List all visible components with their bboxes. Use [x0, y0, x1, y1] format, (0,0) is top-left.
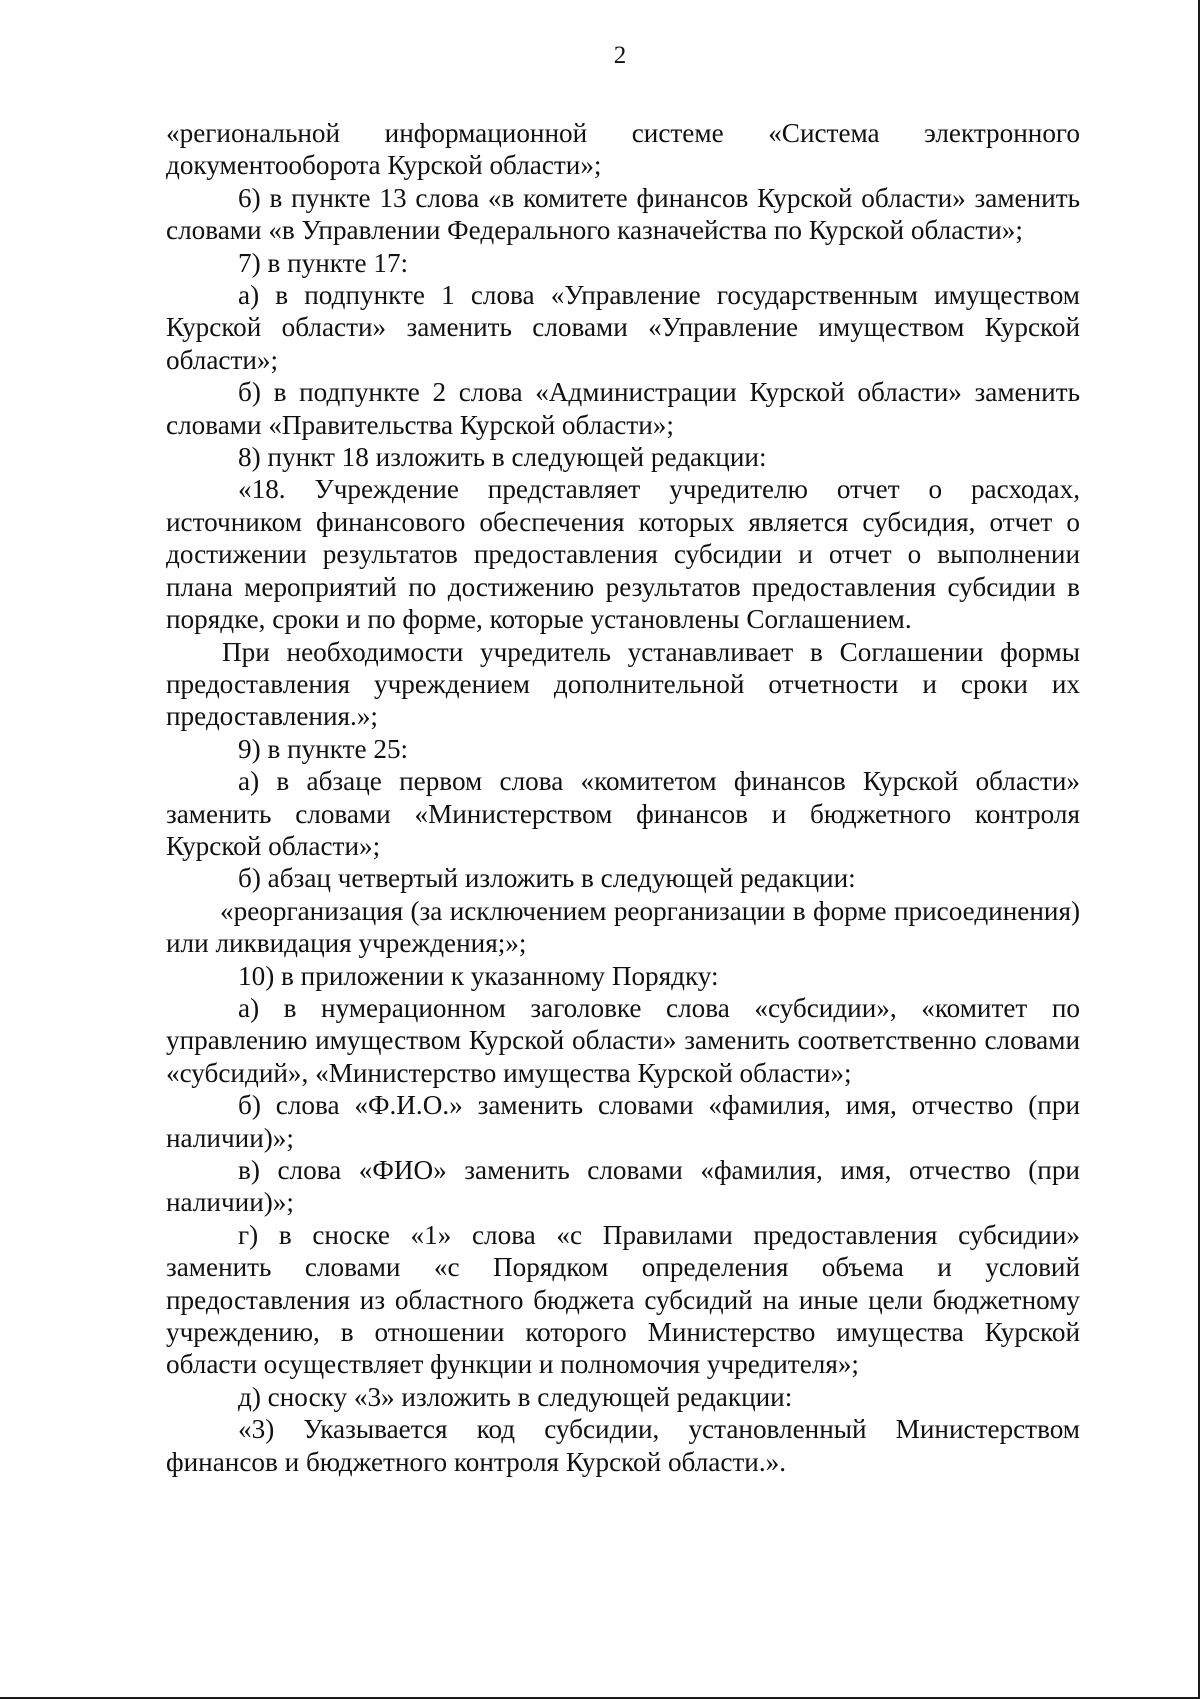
paragraph: «18. Учреждение представляет учредителю отчет о расходах, источником финансового обеспечения которых является субсидия, отчет о достижении результатов предоставления субсидии и отчет о выполнении плана мероприятий по достижению результатов предоставления субсидии в порядке, сроки и по форме, которые установлены Соглашением.: [166, 474, 1080, 635]
paragraph: 8) пункт 18 изложить в следующей редакции:: [238, 442, 767, 473]
paragraph: в) слова «ФИО» заменить словами «фамилия, имя, отчество (при наличии)»;: [166, 1155, 1080, 1218]
paragraph: б) слова «Ф.И.О.» заменить словами «фамилия, имя, отчество (при наличии)»;: [166, 1090, 1080, 1153]
paragraph: г) в сноске «1» слова «с Правилами предоставления субсидии» заменить словами «с Порядком определения объема и условий предоставления из областного бюджета субсидий на иные цели бюджетному учреждению, в отношении которого Министерство имущества Курской области осуществляет функции и полномочия учредителя»;: [166, 1219, 1080, 1380]
paragraph: 9) в пункте 25:: [238, 733, 409, 764]
paragraph: 7) в пункте 17:: [238, 247, 409, 278]
paragraph: б) абзац четвертый изложить в следующей редакции:: [238, 863, 856, 894]
paragraph: «реорганизация (за исключением реорганизации в форме присоединения) или ликвидация учреждения;»;: [166, 895, 1080, 959]
paragraph: а) в абзаце первом слова «комитетом финансов Курской области» заменить словами «Министерством финансов и бюджетного контроля Курской области»;: [166, 766, 1080, 861]
paragraph: а) в подпункте 1 слова «Управление государственным имуществом Курской области» заменить словами «Управление имуществом Курской области»;: [166, 280, 1080, 375]
paragraph: д) сноску «3» изложить в следующей редакции:: [238, 1381, 793, 1412]
paragraph: При необходимости учредитель устанавливает в Соглашении формы предоставления учреждением дополнительной отчетности и сроки их предоставления.»;: [166, 636, 1080, 732]
paragraph: «3) Указывается код субсидии, установленный Министерством финансов и бюджетного контроля Курской области.».: [166, 1414, 1080, 1477]
paragraph: 10) в приложении к указанному Порядку:: [238, 960, 719, 991]
paragraph: а) в нумерационном заголовке слова «субсидии», «комитет по управлению имуществом Курской области» заменить соответственно словами «субсидий», «Министерство имущества Курской области»;: [166, 992, 1080, 1088]
page-number: 2: [613, 42, 627, 69]
document-body: [166, 117, 1080, 1478]
paragraph: б) в подпункте 2 слова «Администрации Курской области» заменить словами «Правительства Курской области»;: [166, 377, 1080, 440]
paragraph: 6) в пункте 13 слова «в комитете финансов Курской области» заменить словами «в Управлении Федерального казначейства по Курской области»;: [166, 182, 1080, 246]
paragraph: «региональной информационной системе «Система электронного документооборота Курской области»;: [166, 118, 1080, 181]
